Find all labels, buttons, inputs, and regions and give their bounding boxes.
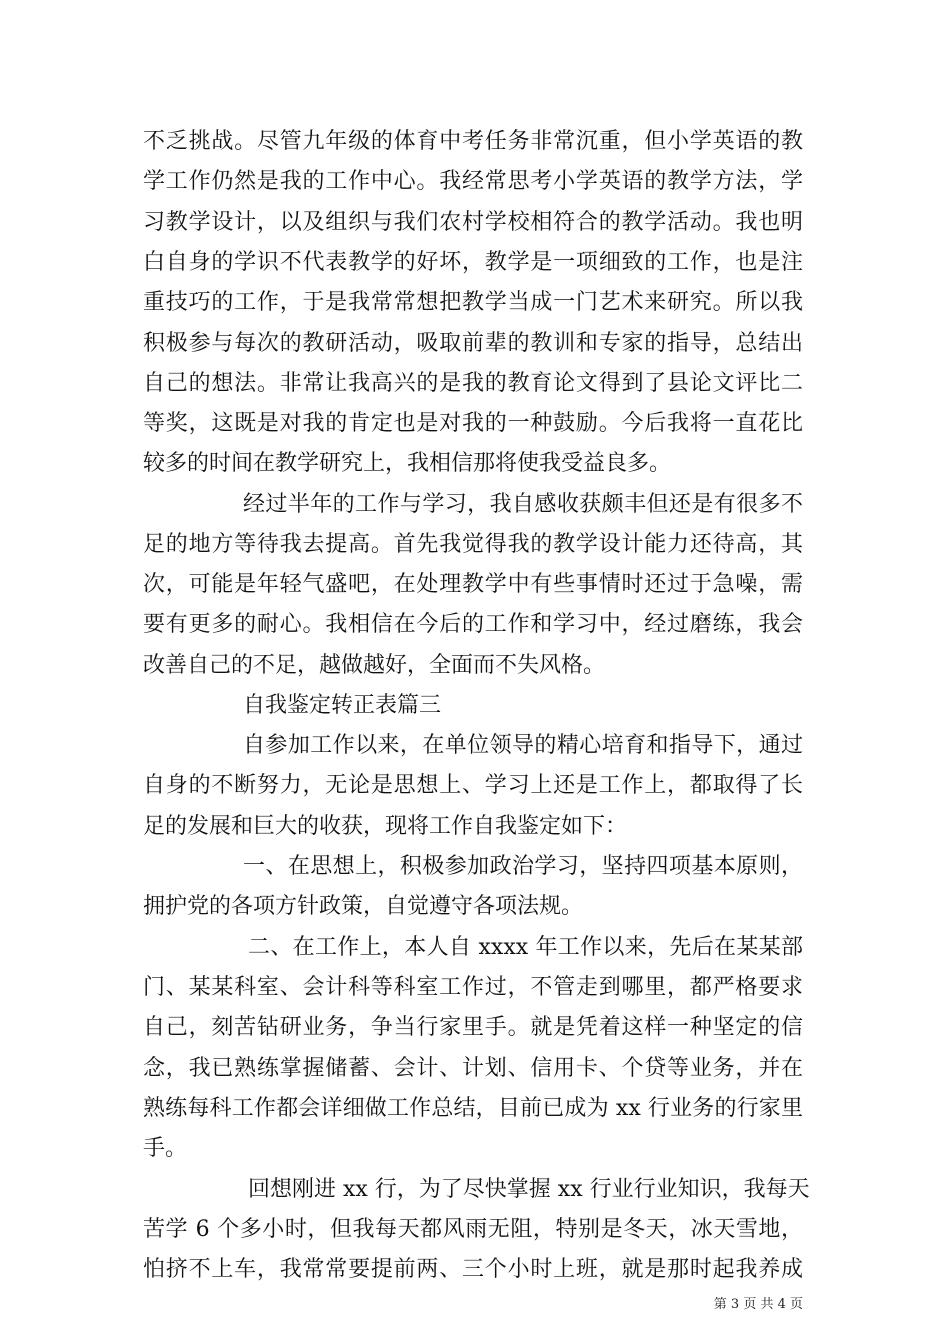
text-line: 手。 xyxy=(143,1136,188,1161)
text-line: 次，可能是年轻气盛吧，在处理教学中有些事情时还过于急噪，需 xyxy=(143,572,803,597)
text-line: 积极参与每次的教研活动，吸取前辈的教训和专家的指导，总结出 xyxy=(143,331,803,356)
paragraph-first-line: 自参加工作以来，在单位领导的精心培育和指导下，通过 xyxy=(243,733,803,758)
text-line: 重技巧的工作，于是我常常想把教学当成一门艺术来研究。所以我 xyxy=(143,290,803,315)
text-line: 要有更多的耐心。我相信在今后的工作和学习中，经过磨练，我会 xyxy=(143,612,803,637)
text-line: 足的地方等待我去提高。首先我觉得我的教学设计能力还待高，其 xyxy=(143,532,803,557)
page-number-footer: 第 3 页 共 4 页 xyxy=(713,1297,803,1312)
text-line: 熟练每科工作都会详细做工作总结，目前已成为 xx 行业务的行家里 xyxy=(143,1096,803,1121)
paragraph-first-line: 一、在思想上，积极参加政治学习，坚持四项基本原则， xyxy=(243,854,803,879)
text-line: 拥护党的各项方针政策，自觉遵守各项法规。 xyxy=(143,894,584,919)
section-heading: 自我鉴定转正表篇三 xyxy=(243,693,442,718)
text-line: 改善自己的不足，越做越好，全面而不失风格。 xyxy=(143,653,606,678)
text-line: 怕挤不上车，我常常要提前两、三个小时上班，就是那时起我养成 xyxy=(143,1257,803,1282)
text-line: 足的发展和巨大的收获，现将工作自我鉴定如下： xyxy=(143,814,628,839)
paragraph-first-line: 二、在工作上，本人自 xxxx 年工作以来，先后在某某部 xyxy=(248,935,803,960)
text-line: 学工作仍然是我的工作中心。我经常思考小学英语的教学方法，学 xyxy=(143,169,803,194)
text-line: 门、某某科室、会计科等科室工作过，不管走到哪里，都严格要求 xyxy=(143,975,803,1000)
text-line: 苦学 6 个多小时，但我每天都风雨无阻，特别是冬天，冰天雪地， xyxy=(143,1217,803,1242)
text-line: 自身的不断努力，无论是思想上、学习上还是工作上，都取得了长 xyxy=(143,773,803,798)
text-line: 不乏挑战。尽管九年级的体育中考任务非常沉重，但小学英语的教 xyxy=(143,129,803,154)
text-line: 等奖，这既是对我的肯定也是对我的一种鼓励。今后我将一直花比 xyxy=(143,411,803,436)
text-line: 较多的时间在教学研究上，我相信那将使我受益良多。 xyxy=(143,451,672,476)
text-line: 习教学设计，以及组织与我们农村学校相符合的教学活动。我也明 xyxy=(143,210,803,235)
paragraph-first-line: 回想刚进 xx 行，为了尽快掌握 xx 行业行业知识，我每天 xyxy=(248,1177,810,1202)
paragraph-first-line: 经过半年的工作与学习，我自感收获颇丰但还是有很多不 xyxy=(243,492,803,517)
text-line: 念，我已熟练掌握储蓄、会计、计划、信用卡、个贷等业务，并在 xyxy=(143,1056,803,1081)
text-line: 自己的想法。非常让我高兴的是我的教育论文得到了县论文评比二 xyxy=(143,371,803,396)
text-line: 白自身的学识不代表教学的好坏，教学是一项细致的工作，也是注 xyxy=(143,250,803,275)
text-line: 自己，刻苦钻研业务，争当行家里手。就是凭着这样一种坚定的信 xyxy=(143,1015,803,1040)
